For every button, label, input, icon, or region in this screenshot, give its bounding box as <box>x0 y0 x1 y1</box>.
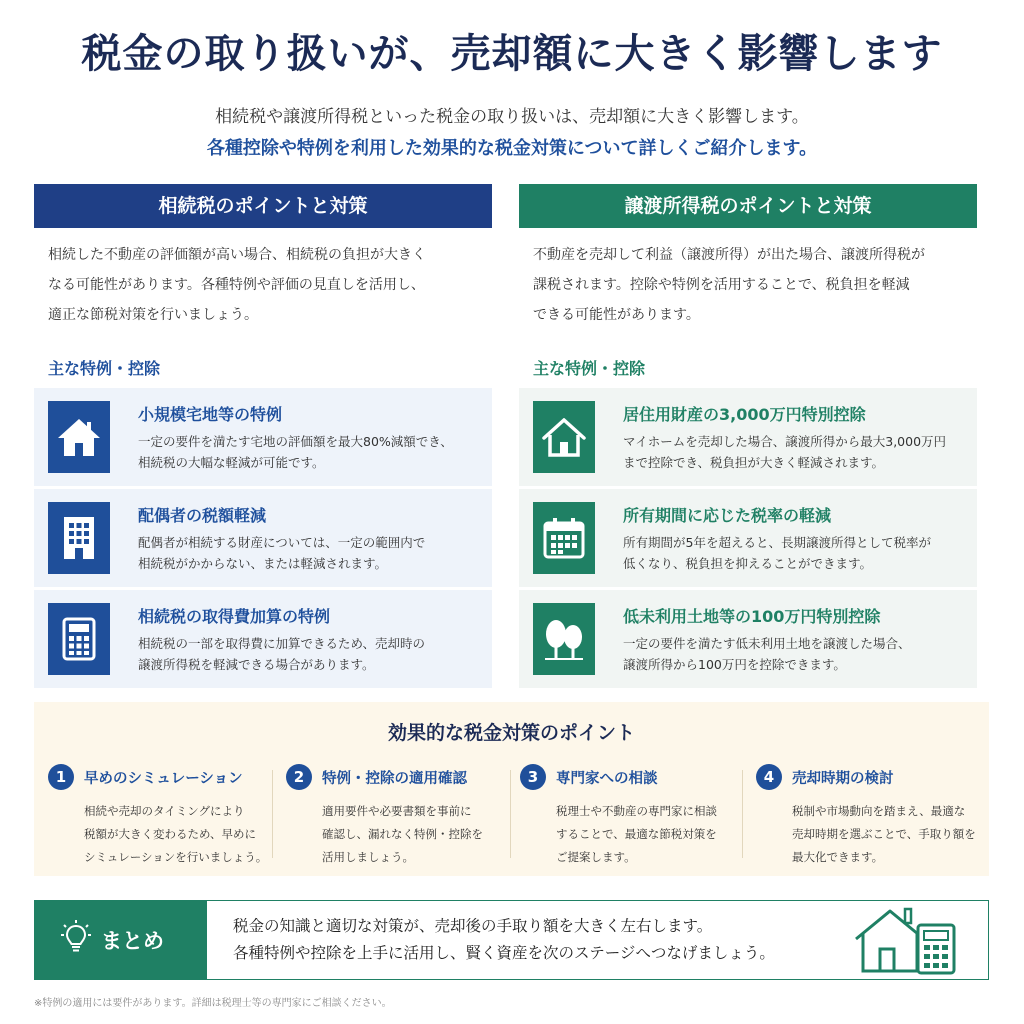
point-title: 特例・控除の適用確認 <box>322 770 467 787</box>
point-1 <box>48 764 273 869</box>
point-desc <box>322 800 511 869</box>
house-icon <box>48 401 110 473</box>
point-4 <box>756 764 981 869</box>
holding-period-item <box>519 489 977 587</box>
summary-line: 各種特例や控除を上手に活用し、賢く資産を次のステージへつなげましょう。 <box>233 944 775 962</box>
summary-label-block <box>35 901 207 979</box>
point-3 <box>520 764 745 869</box>
summary-text <box>233 913 775 967</box>
point-desc <box>792 800 981 869</box>
point-2 <box>286 764 511 869</box>
desc-line: シミュレーションを行いましょう。 <box>84 850 268 864</box>
desc-line: 配偶者が相続する財産については、一定の範囲内で <box>138 534 426 550</box>
page-subtitle: 相続税や譲渡所得税といった税金の取り扱いは、売却額に大きく影響します。 <box>215 107 809 127</box>
desc-line: 税制や市場動向を踏まえ、最適な <box>792 804 966 818</box>
point-number: 2 <box>286 764 312 790</box>
calculator-icon <box>48 603 110 675</box>
spouse-tax-reduction-item <box>34 489 492 587</box>
inheritance-tax-heading: 相続税のポイントと対策 <box>34 184 492 228</box>
desc-line: 相続税の一部を取得費に加算できるため、売却時の <box>138 635 426 651</box>
desc-line: 相続税がかからない、または軽減されます。 <box>138 555 388 571</box>
inheritance-tax-section <box>34 184 492 691</box>
summary-box <box>34 900 989 980</box>
item-title: 配偶者の税額軽減 <box>138 505 267 525</box>
desc-line: マイホームを売却した場合、譲渡所得から最大3,000万円 <box>623 433 947 449</box>
tax-strategy-points <box>34 702 989 876</box>
point-number: 1 <box>48 764 74 790</box>
capital-gains-tax-section <box>519 184 977 691</box>
desc-line: 譲渡所得税を軽減できる場合があります。 <box>138 656 375 672</box>
intro-line: 適正な節税対策を行いましょう。 <box>48 307 258 323</box>
desc-line: 活用しましょう。 <box>322 850 414 864</box>
desc-line: 譲渡所得から100万円を控除できます。 <box>623 656 846 672</box>
item-title: 居住用財産の3,000万円特別控除 <box>623 404 866 424</box>
point-number: 3 <box>520 764 546 790</box>
desc-line: することで、最適な節税対策を <box>556 827 717 841</box>
point-number: 4 <box>756 764 782 790</box>
desc-line: まで控除でき、税負担が大きく軽減されます。 <box>623 454 885 470</box>
desc-line: 確認し、漏れなく特例・控除を <box>322 827 483 841</box>
trees-icon <box>533 603 595 675</box>
desc-line: 所有期間が5年を超えると、長期譲渡所得として税率が <box>623 534 931 550</box>
small-residential-land-item <box>34 388 492 486</box>
home-icon <box>533 401 595 473</box>
inheritance-tax-label: 主な特例・控除 <box>48 359 161 378</box>
unused-land-item <box>519 590 977 688</box>
desc-line: 適用要件や必要書類を事前に <box>322 804 472 818</box>
item-desc <box>138 633 425 675</box>
item-title: 所有期間に応じた税率の軽減 <box>623 505 832 525</box>
residential-deduction-item <box>519 388 977 486</box>
building-icon <box>48 502 110 574</box>
page-lead: 各種控除や特例を利用した効果的な税金対策について詳しくご紹介します。 <box>206 138 818 159</box>
desc-line: 税額が大きく変わるため、早めに <box>84 827 257 841</box>
capital-gains-tax-heading: 譲渡所得税のポイントと対策 <box>519 184 977 228</box>
item-title: 低未利用土地等の100万円特別控除 <box>623 606 881 626</box>
page-title: 税金の取り扱いが、売却額に大きく影響します <box>81 30 943 77</box>
desc-line: 相続や売却のタイミングにより <box>84 804 245 818</box>
desc-line: 最大化できます。 <box>792 850 884 864</box>
item-desc <box>623 633 911 675</box>
point-desc <box>556 800 745 869</box>
points-title: 効果的な税金対策のポイント <box>387 722 635 744</box>
capital-gains-tax-intro <box>533 240 963 336</box>
intro-line: できる可能性があります。 <box>533 307 700 323</box>
lightbulb-icon <box>61 920 91 960</box>
summary-label: まとめ <box>101 929 164 953</box>
item-desc <box>138 431 453 473</box>
item-desc <box>623 532 931 574</box>
desc-line: 一定の要件を満たす宅地の評価額を最大80%減額でき、 <box>138 433 453 449</box>
desc-line: ご提案します。 <box>556 850 636 864</box>
desc-line: 売却時期を選ぶことで、手取り額を <box>792 827 976 841</box>
inheritance-tax-intro <box>48 240 478 336</box>
intro-line: 不動産を売却して利益（譲渡所得）が出た場合、譲渡所得税が <box>533 247 925 263</box>
desc-line: 税理士や不動産の専門家に相談 <box>556 804 717 818</box>
intro-line: なる可能性があります。各種特例や評価の見直しを活用し、 <box>48 277 425 293</box>
house-calculator-icon <box>850 905 958 979</box>
desc-line: 相続税の大幅な軽減が可能です。 <box>138 454 325 470</box>
item-desc <box>623 431 946 473</box>
divider <box>272 770 273 858</box>
divider <box>742 770 743 858</box>
point-desc <box>84 800 273 869</box>
point-title: 売却時期の検討 <box>792 770 894 787</box>
intro-line: 課税されます。控除や特例を活用することで、税負担を軽減 <box>533 277 910 293</box>
footnote: ※特例の適用には要件があります。詳細は税理士等の専門家にご相談ください。 <box>34 998 392 1009</box>
divider <box>510 770 511 858</box>
calendar-icon <box>533 502 595 574</box>
point-title: 専門家への相談 <box>556 770 658 787</box>
capital-gains-tax-label: 主な特例・控除 <box>533 359 646 378</box>
intro-line: 相続した不動産の評価額が高い場合、相続税の負担が大きく <box>48 247 426 263</box>
item-title: 相続税の取得費加算の特例 <box>138 606 331 626</box>
desc-line: 低くなり、税負担を抑えることができます。 <box>623 555 873 571</box>
item-title: 小規模宅地等の特例 <box>138 404 283 424</box>
desc-line: 一定の要件を満たす低未利用土地を譲渡した場合、 <box>623 635 911 651</box>
item-desc <box>138 532 425 574</box>
point-title: 早めのシミュレーション <box>84 770 243 787</box>
acquisition-cost-item <box>34 590 492 688</box>
summary-line: 税金の知識と適切な対策が、売却後の手取り額を大きく左右します。 <box>233 917 713 935</box>
